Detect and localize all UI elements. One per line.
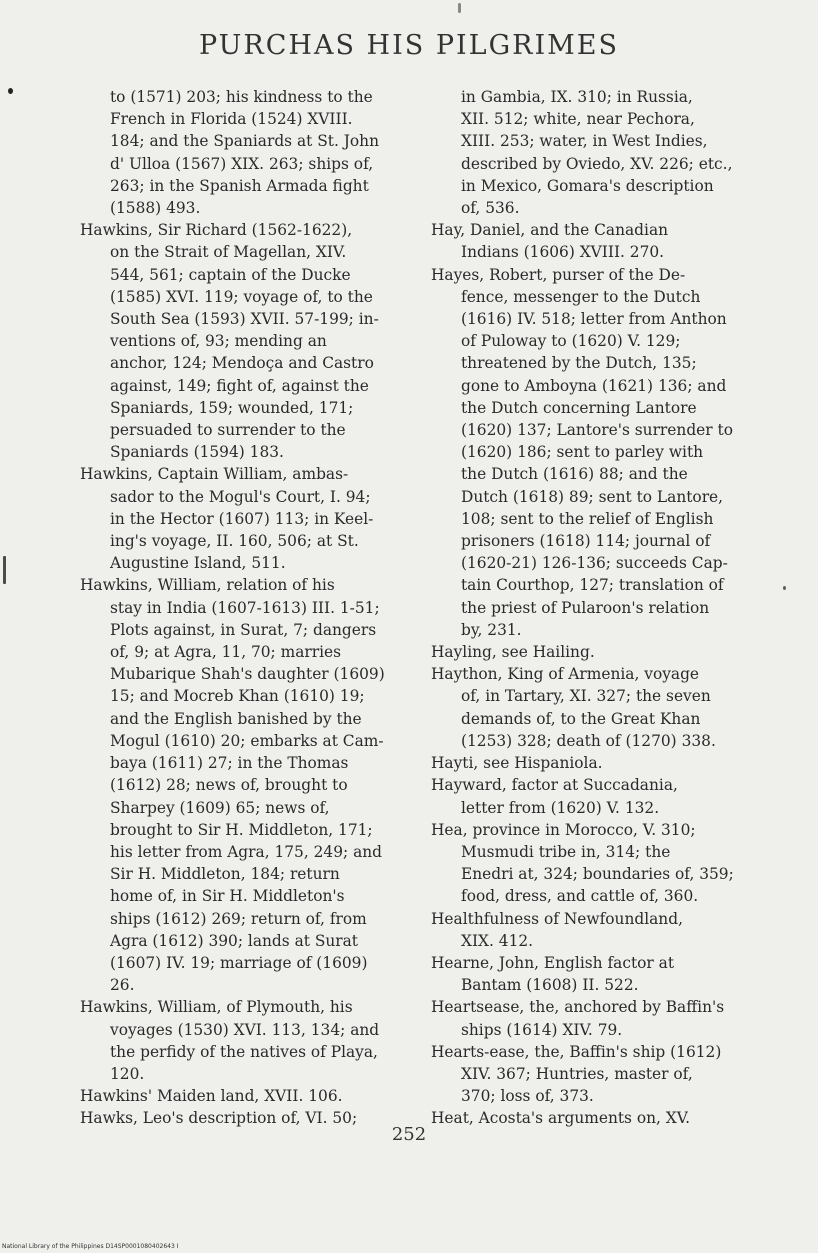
entry-line: of, 9; at Agra, 11, 70; marries [110, 643, 342, 662]
entry-line: Hawkins, William, relation of his [80, 576, 335, 595]
entry-line: of, 536. [461, 199, 520, 218]
entry-line: stay in India (1607-1613) III. 1-51; [110, 598, 380, 617]
entry-line: Spaniards (1594) 183. [110, 443, 284, 462]
entry-line: Hay, Daniel, and the Canadian [431, 221, 669, 240]
entry-line: gone to Amboyna (1621) 136; and [461, 376, 727, 395]
entry-line: (1588) 493. [110, 199, 201, 218]
entry-line: (1620-21) 126-136; succeeds Cap- [461, 554, 728, 573]
entry-line: of, in Tartary, XI. 327; the seven [461, 687, 711, 706]
entry-line: Heartsease, the, anchored by Baffin's [431, 998, 725, 1017]
scan-footer-note: National Library of the Philippines D14SP0001080402643 I [2, 1243, 179, 1250]
entry-line: and the English banished by the [110, 709, 362, 728]
entry-line: South Sea (1593) XVII. 57-199; in- [110, 310, 379, 329]
entry-line: of Puloway to (1620) V. 129; [461, 332, 681, 351]
entry-line: in Mexico, Gomara's description [461, 176, 714, 195]
index-entry [80, 574, 418, 996]
page-number: 252 [391, 1124, 427, 1145]
index-entry [431, 264, 768, 641]
entry-line: Hawkins, Captain William, ambas- [80, 465, 349, 484]
entry-line: Hayling, see Hailing. [431, 643, 595, 662]
entry-line: XIX. 412. [461, 931, 534, 950]
entry-line: prisoners (1618) 114; journal of [461, 532, 711, 551]
entry-line: tain Courthop, 127; translation of [461, 576, 724, 595]
entry-line: food, dress, and cattle of, 360. [461, 887, 699, 906]
ink-speck [783, 586, 786, 590]
entry-line: demands of, to the Great Khan [461, 709, 701, 728]
index-entry [80, 219, 418, 463]
entry-line: against, 149; fight of, against the [110, 376, 369, 395]
entry-line: (1620) 186; sent to parley with [461, 443, 704, 462]
entry-line: XIV. 367; Huntries, master of, [461, 1064, 693, 1083]
left-column [80, 86, 418, 1130]
entry-line: baya (1611) 27; in the Thomas [110, 754, 349, 773]
entry-line: Hea, province in Morocco, V. 310; [431, 820, 696, 839]
entry-line: Spaniards, 159; wounded, 171; [110, 398, 354, 417]
entry-line: Haython, King of Armenia, voyage [431, 665, 700, 684]
entry-line: 108; sent to the relief of English [461, 509, 714, 528]
entry-line: 120. [110, 1064, 145, 1083]
entry-line: Enedri at, 324; boundaries of, 359; [461, 865, 734, 884]
entry-line: d' Ulloa (1567) XIX. 263; ships of, [110, 154, 374, 173]
index-entry [431, 819, 768, 908]
entry-line: Plots against, in Surat, 7; dangers [110, 620, 377, 639]
entry-line: Dutch (1618) 89; sent to Lantore, [461, 487, 724, 506]
index-entry [80, 463, 418, 574]
index-entry [431, 952, 768, 996]
right-column [431, 86, 768, 1130]
entry-line: in the Hector (1607) 113; in Keel- [110, 509, 374, 528]
entry-line: XII. 512; white, near Pechora, [461, 110, 695, 129]
entry-line: anchor, 124; Mendoça and Castro [110, 354, 374, 373]
entry-line: 263; in the Spanish Armada fight [110, 176, 369, 195]
index-entry-continuation [446, 86, 768, 219]
index-entry [431, 996, 768, 1040]
entry-line: Mogul (1610) 20; embarks at Cam- [110, 731, 384, 750]
entry-line: Hawkins, Sir Richard (1562-1622), [80, 221, 353, 240]
entry-line: ships (1612) 269; return of, from [110, 909, 367, 928]
entry-line: (1607) IV. 19; marriage of (1609) [110, 953, 368, 972]
index-entry [431, 908, 768, 952]
entry-line: Hearne, John, English factor at [431, 953, 675, 972]
entry-line: French in Florida (1524) XVIII. [110, 110, 353, 129]
entry-line: Augustine Island, 511. [110, 554, 286, 573]
entry-line: XIII. 253; water, in West Indies, [461, 132, 708, 151]
entry-line: letter from (1620) V. 132. [461, 798, 660, 817]
entry-line: 544, 561; captain of the Ducke [110, 265, 351, 284]
entry-line: (1253) 328; death of (1270) 338. [461, 731, 716, 750]
ink-speck [458, 3, 461, 13]
entry-line: Hayes, Robert, purser of the De- [431, 265, 686, 284]
entry-line: sador to the Mogul's Court, I. 94; [110, 487, 371, 506]
entry-line: voyages (1530) XVI. 113, 134; and [110, 1020, 380, 1039]
entry-line: (1612) 28; news of, brought to [110, 776, 348, 795]
entry-line: the priest of Pularoon's relation [461, 598, 710, 617]
entry-line: to (1571) 203; his kindness to the [110, 88, 373, 106]
ink-speck [3, 556, 6, 584]
entry-line: the Dutch (1616) 88; and the [461, 465, 688, 484]
entry-line: Hawkins, William, of Plymouth, his [80, 998, 353, 1017]
entry-line: on the Strait of Magellan, XIV. [110, 243, 347, 262]
entry-line: threatened by the Dutch, 135; [461, 354, 697, 373]
entry-line: Mubarique Shah's daughter (1609) [110, 665, 385, 684]
index-entry [431, 752, 768, 774]
entry-line: Heat, Acosta's arguments on, XV. [431, 1109, 691, 1128]
entry-line: fence, messenger to the Dutch [461, 287, 701, 306]
running-title: PURCHAS HIS PILGRIMES [198, 30, 620, 61]
entry-line: (1585) XVI. 119; voyage of, to the [110, 287, 373, 306]
entry-line: by, 231. [461, 620, 522, 639]
index-entry [80, 1085, 418, 1107]
entry-line: Hawkins' Maiden land, XVII. 106. [80, 1087, 343, 1106]
entry-line: the Dutch concerning Lantore [461, 398, 697, 417]
entry-line: Indians (1606) XVIII. 270. [461, 243, 665, 262]
entry-line: 184; and the Spaniards at St. John [110, 132, 379, 151]
index-entry [80, 996, 418, 1085]
entry-line: in Gambia, IX. 310; in Russia, [461, 88, 693, 106]
entry-line: Agra (1612) 390; lands at Surat [110, 931, 358, 950]
entry-line: 26. [110, 976, 135, 995]
entry-line: Hayward, factor at Succadania, [431, 776, 678, 795]
entry-line: home of, in Sir H. Middleton's [110, 887, 345, 906]
entry-line: ventions of, 93; mending an [110, 332, 327, 351]
entry-line: ing's voyage, II. 160, 506; at St. [110, 532, 359, 551]
index-entry-continuation [95, 86, 418, 219]
entry-line: Hearts-ease, the, Baffin's ship (1612) [431, 1042, 722, 1061]
entry-line: 370; loss of, 373. [461, 1087, 594, 1106]
entry-line: Sharpey (1609) 65; news of, [110, 798, 330, 817]
entry-line: the perfidy of the natives of Playa, [110, 1042, 378, 1061]
index-entry [431, 219, 768, 263]
entry-line: (1620) 137; Lantore's surrender to [461, 421, 733, 440]
entry-line: ships (1614) XIV. 79. [461, 1020, 623, 1039]
entry-line: Healthfulness of Newfoundland, [431, 909, 683, 928]
index-entry [431, 1041, 768, 1108]
entry-line: described by Oviedo, XV. 226; etc., [461, 154, 733, 173]
entry-line: his letter from Agra, 175, 249; and [110, 842, 383, 861]
entry-line: Hawks, Leo's description of, VI. 50; [80, 1109, 358, 1128]
entry-line: 15; and Mocreb Khan (1610) 19; [110, 687, 365, 706]
ink-speck [8, 88, 13, 94]
entry-line: Sir H. Middleton, 184; return [110, 865, 340, 884]
entry-line: (1616) IV. 518; letter from Anthon [461, 310, 727, 329]
entry-line: persuaded to surrender to the [110, 421, 346, 440]
index-entry [431, 774, 768, 818]
entry-line: Bantam (1608) II. 522. [461, 976, 639, 995]
index-entry [431, 641, 768, 663]
entry-line: Hayti, see Hispaniola. [431, 754, 603, 773]
entry-line: brought to Sir H. Middleton, 171; [110, 820, 373, 839]
entry-line: Musmudi tribe in, 314; the [461, 842, 671, 861]
index-entry [431, 663, 768, 752]
